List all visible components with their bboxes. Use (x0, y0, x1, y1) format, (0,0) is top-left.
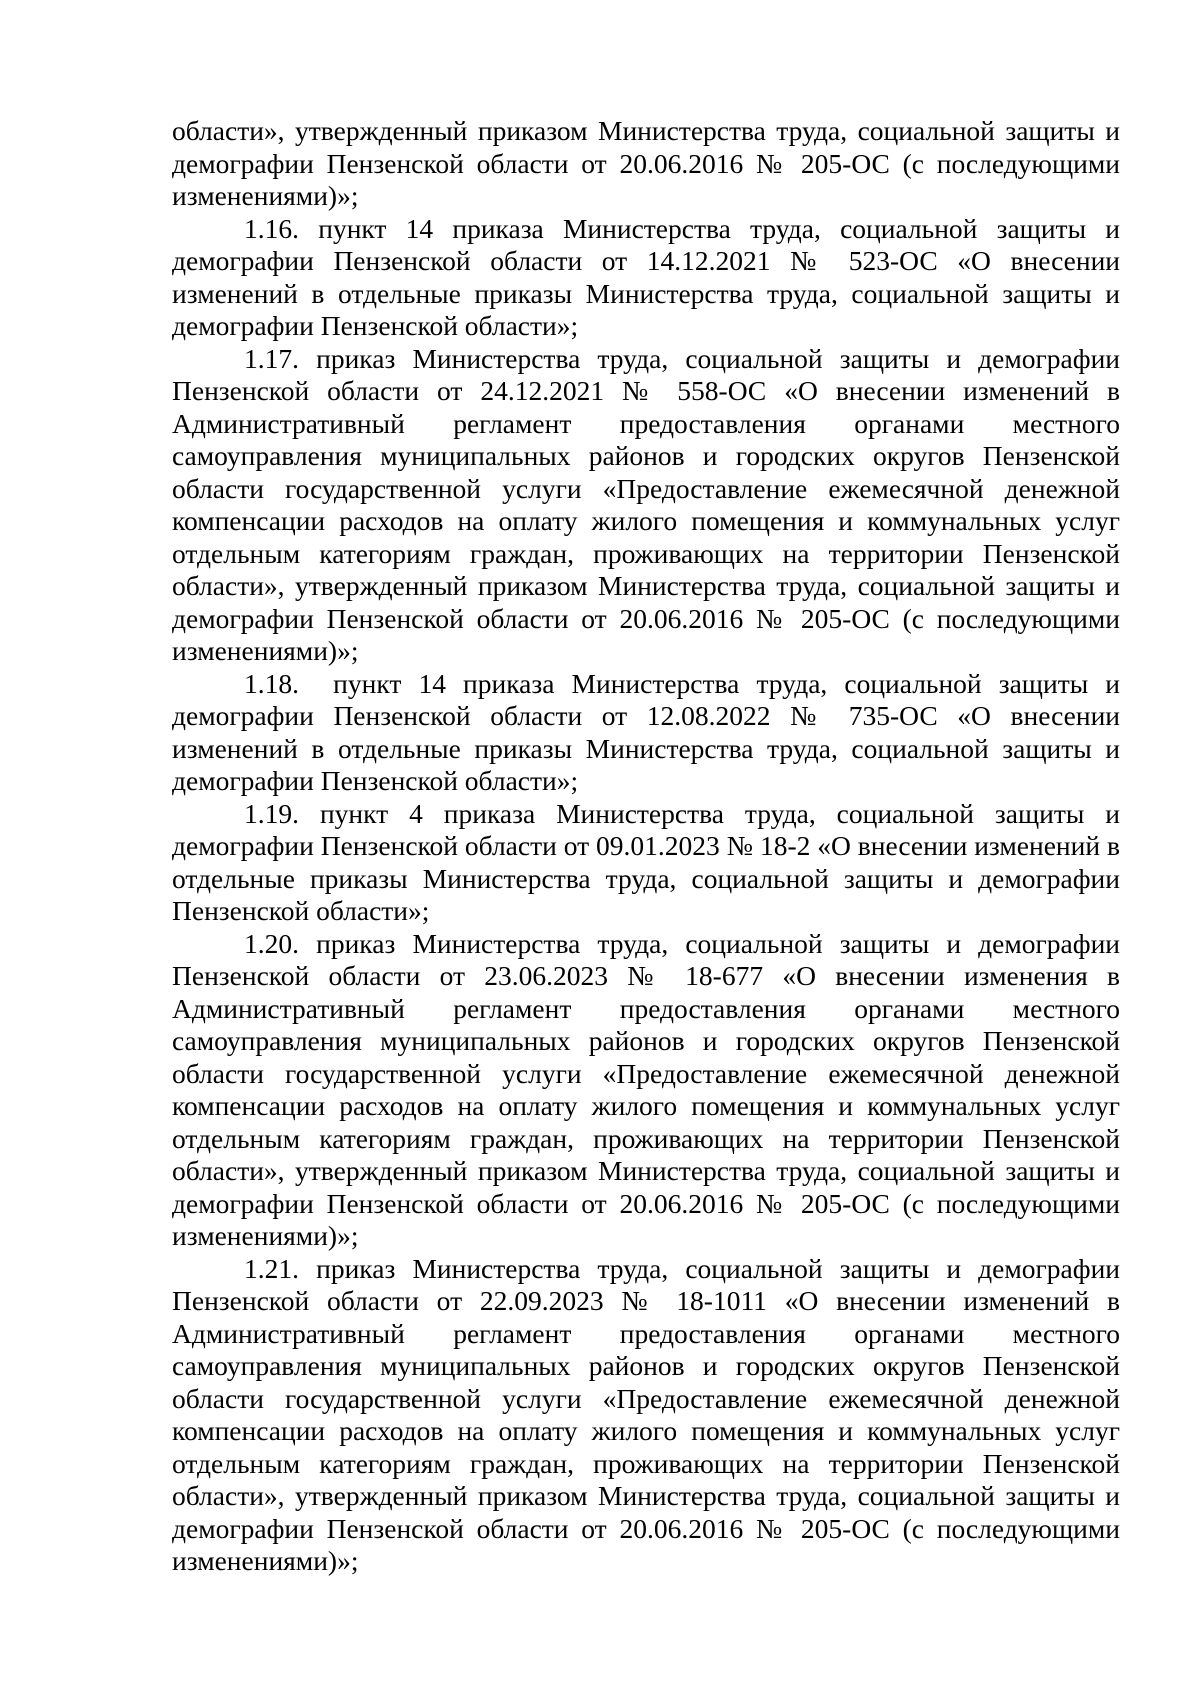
paragraph-item-1-21: 1.21. приказ Министерства труда, социальной защиты и демографии Пензенской области от 22.09.2023 № 18-1011 «О внесении изменений в Административный регламент предоставления органами местного самоуправления муниципальных районов и городских округов Пензенской области государственной услуги «Предоставление ежемесячной денежной компенсации расходов на оплату жилого помещения и коммунальных услуг отдельным категориям граждан, проживающих на территории Пензенской области», утвержденный приказом Министерства труда, социальной защиты и демографии Пензенской области от 20.06.2016 № 205-ОС (с последующими изменениями)»; (172, 1252, 1127, 1576)
paragraph-item-1-16: 1.16. пункт 14 приказа Министерства труда, социальной защиты и демографии Пензенской области от 14.12.2021 № 523-ОС «О внесении изменений в отдельные приказы Министерства труда, социальной защиты и демографии Пензенской области»; (172, 212, 1127, 341)
paragraph-item-1-20: 1.20. приказ Министерства труда, социальной защиты и демографии Пензенской области от 23.06.2023 № 18-677 «О внесении изменения в Административный регламент предоставления органами местного самоуправления муниципальных районов и городских округов Пензенской области государственной услуги «Предоставление ежемесячной денежной компенсации расходов на оплату жилого помещения и коммунальных услуг отдельным категориям граждан, проживающих на территории Пензенской области», утвержденный приказом Министерства труда, социальной защиты и демографии Пензенской области от 20.06.2016 № 205-ОС (с последующими изменениями)»; (172, 927, 1127, 1251)
paragraph-item-1-19: 1.19. пункт 4 приказа Министерства труда, социальной защиты и демографии Пензенской области от 09.01.2023 № 18-2 «О внесении изменений в отдельные приказы Министерства труда, социальной защиты и демографии Пензенской области»; (172, 797, 1127, 926)
paragraph-item-1-17: 1.17. приказ Министерства труда, социальной защиты и демографии Пензенской области от 24.12.2021 № 558-ОС «О внесении изменений в Административный регламент предоставления органами местного самоуправления муниципальных районов и городских округов Пензенской области государственной услуги «Предоставление ежемесячной денежной компенсации расходов на оплату жилого помещения и коммунальных услуг отдельным категориям граждан, проживающих на территории Пензенской области», утвержденный приказом Министерства труда, социальной защиты и демографии Пензенской области от 20.06.2016 № 205-ОС (с последующими изменениями)»; (172, 342, 1127, 666)
document-page (172, 115, 1127, 1578)
paragraph-continuation: области», утвержденный приказом Министерства труда, социальной защиты и демографии Пензенской области от 20.06.2016 № 205-ОС (с последующими изменениями)»; (172, 115, 1127, 211)
paragraph-item-1-18: 1.18. пункт 14 приказа Министерства труда, социальной защиты и демографии Пензенской области от 12.08.2022 № 735-ОС «О внесении изменений в отдельные приказы Министерства труда, социальной защиты и демографии Пензенской области»; (172, 667, 1127, 796)
